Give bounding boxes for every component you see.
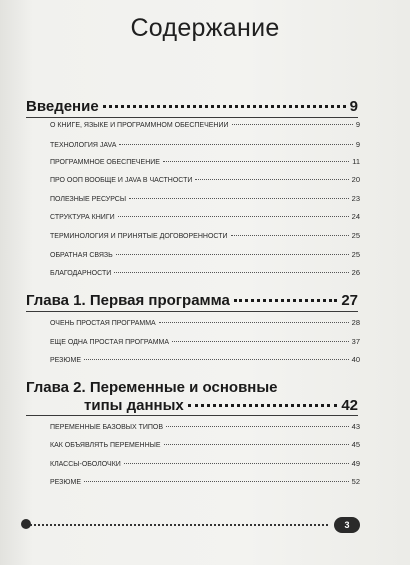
footer-dot-icon [21,519,31,529]
entry-page: 43 [351,422,360,431]
entry-title: РЕЗЮМЕ [50,479,81,486]
chapter-2 [26,379,358,414]
leader-dots [84,359,349,360]
entry-title: ЕЩЕ ОДНА ПРОСТАЯ ПРОГРАММА [50,339,170,346]
leader-dots [119,144,352,145]
chapter-1 [26,292,358,309]
toc-entry [50,231,360,240]
entry-title: ТЕХНОЛОГИЯ JAVA [50,142,117,149]
toc-entry [50,140,360,149]
leader-dots [234,299,337,302]
entry-page: 20 [351,175,360,184]
toc-entry [50,477,360,486]
entry-title: ПРОГРАММНОЕ ОБЕСПЕЧЕНИЕ [50,159,160,166]
chapter-page: 9 [349,98,358,115]
entry-page: 24 [351,212,360,221]
toc-entry [50,212,360,221]
entry-page: 11 [352,157,360,166]
leader-dots [159,322,349,323]
leader-dots [116,254,349,255]
toc-entry [50,120,360,129]
entry-title: ПЕРЕМЕННЫЕ БАЗОВЫХ ТИПОВ [50,424,164,431]
chapter-title: Введение [26,98,99,115]
leader-dots [166,426,349,427]
entry-page: 49 [351,459,360,468]
chapter-page: 27 [341,292,358,309]
entry-title: ОБРАТНАЯ СВЯЗЬ [50,252,113,259]
entry-page: 26 [351,268,360,277]
chapter-page: 42 [341,397,358,414]
chapter-underline [26,415,358,416]
toc-entry [50,337,360,346]
toc-entry [50,440,360,449]
leader-dots [195,179,348,180]
leader-dots [84,481,349,482]
entry-page: 23 [351,194,360,203]
entry-title: ПОЛЕЗНЫЕ РЕСУРСЫ [50,196,127,203]
leader-dots [231,235,349,236]
leader-dots [114,272,348,273]
toc-entry [50,157,360,166]
entry-title: БЛАГОДАРНОСТИ [50,270,112,277]
toc-entry [50,422,360,431]
entry-title: ОЧЕНЬ ПРОСТАЯ ПРОГРАММА [50,320,156,327]
toc-entry [50,250,360,259]
chapter-underline [26,311,358,312]
toc-entry [50,355,360,364]
toc-entry [50,268,360,277]
entry-page: 25 [351,250,360,259]
leader-dots [103,105,346,108]
leader-dots [172,341,349,342]
entry-title: РЕЗЮМЕ [50,357,81,364]
entry-page: 9 [355,120,360,129]
entry-title: СТРУКТУРА КНИГИ [50,214,115,221]
chapter-intro [26,98,358,115]
chapter-underline [26,117,358,118]
toc-entry [50,175,360,184]
leader-dots [118,216,349,217]
entry-title: КАК ОБЪЯВЛЯТЬ ПЕРЕМЕННЫЕ [50,442,161,449]
chapter-title-continued: типы данных [84,397,184,414]
entry-page: 37 [351,337,360,346]
entry-page: 52 [351,477,360,486]
entry-page: 9 [355,140,360,149]
chapter-title: Глава 1. Первая программа [26,292,230,309]
entry-page: 25 [351,231,360,240]
toc-entry [50,194,360,203]
entry-page: 28 [351,318,360,327]
leader-dots [129,198,349,199]
leader-dots [232,124,353,125]
entry-title: ПРО ООП ВООБЩЕ И JAVA В ЧАСТНОСТИ [50,177,193,184]
toc-entry [50,459,360,468]
leader-dots [188,404,338,407]
entry-page: 40 [351,355,360,364]
chapter-title: Глава 2. Переменные и основные [26,379,278,396]
footer-dotted-line [26,524,328,526]
entry-title: КЛАССЫ-ОБОЛОЧКИ [50,461,121,468]
entry-title: О КНИГЕ, ЯЗЫКЕ И ПРОГРАММНОМ ОБЕСПЕЧЕНИИ [50,122,229,129]
leader-dots [163,161,349,162]
entry-page: 45 [351,440,360,449]
page-number-badge: 3 [334,517,360,533]
toc-entry [50,318,360,327]
page-title: Содержание [130,14,280,42]
entry-title: ТЕРМИНОЛОГИЯ И ПРИНЯТЫЕ ДОГОВОРЕННОСТИ [50,233,228,240]
leader-dots [124,463,349,464]
leader-dots [164,444,349,445]
